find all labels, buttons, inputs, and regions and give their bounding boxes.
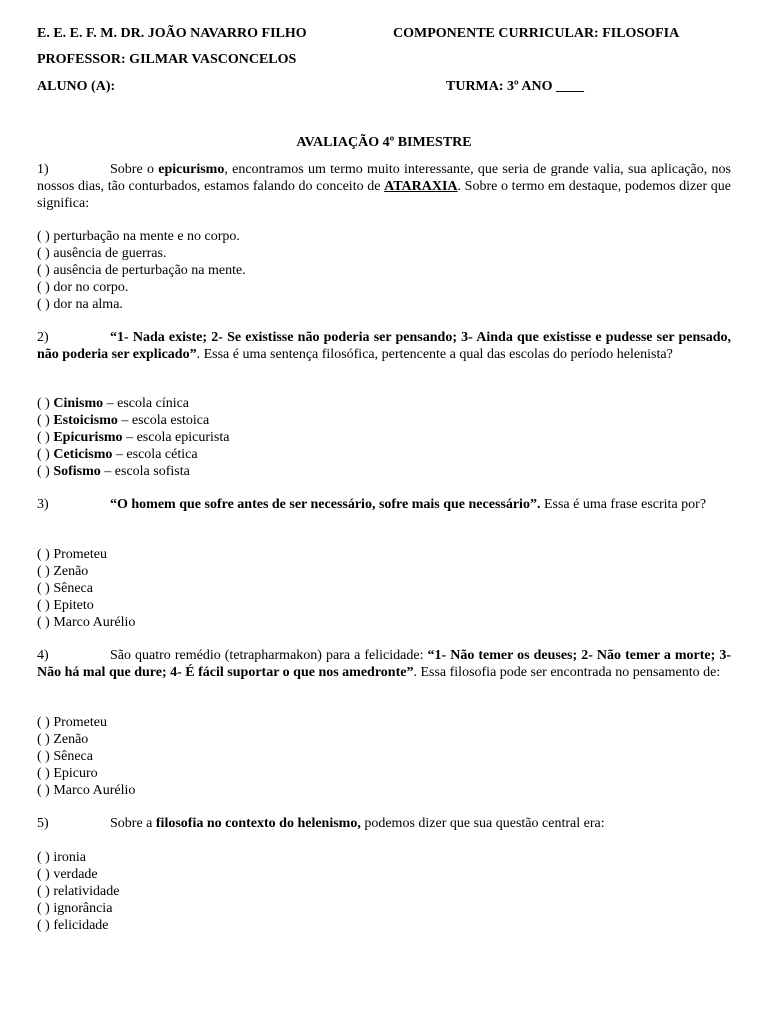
answer-checkbox[interactable]: ( ) (37, 850, 50, 865)
question-5: 5) Sobre a filosofia no contexto do helenismo, podemos dizer que sua questão central era: (37, 816, 605, 831)
option[interactable]: ( ) Marco Aurélio (37, 783, 136, 798)
question-number: 3) (37, 497, 49, 512)
option[interactable]: ( ) Epiteto (37, 598, 94, 613)
option[interactable]: ( ) Cinismo – escola cínica (37, 396, 190, 411)
answer-checkbox[interactable]: ( ) (37, 413, 50, 428)
question-number: 2) (37, 330, 49, 345)
option[interactable]: ( ) perturbação na mente e no corpo. (37, 229, 240, 244)
question-5-options (37, 849, 119, 934)
question-2: 2) “1- Nada existe; 2- Se existisse não poderia ser pensando; 3- Ainda que existisse e pudesse ser pensado, não poderia ser explicado”. Essa é uma sentença filosófica, pertencente a qual das escolas do período helenista? (37, 330, 731, 362)
exam-title: AVALIAÇÃO 4º BIMESTRE (296, 135, 472, 150)
student-field: ALUNO (A): (37, 79, 116, 94)
question-3: 3) “O homem que sofre antes de ser necessário, sofre mais que necessário”. Essa é uma frase escrita por? (37, 497, 707, 512)
question-1: 1) Sobre o epicurismo, encontramos um termo muito interessante, que seria de grande valia, sua aplicação, nos nossos dias, tão conturbados, estamos falando do conceito de ATARAXIA. Sobre o termo em destaque, podemos dizer que significa: (37, 162, 731, 211)
answer-checkbox[interactable]: ( ) (37, 783, 50, 798)
answer-checkbox[interactable]: ( ) (37, 547, 50, 562)
answer-checkbox[interactable]: ( ) (37, 615, 50, 630)
answer-checkbox[interactable]: ( ) (37, 918, 50, 933)
school-name: E. E. E. F. M. DR. JOÃO NAVARRO FILHO (37, 26, 307, 41)
option[interactable]: ( ) Epicuro (37, 766, 98, 781)
option[interactable]: ( ) Sêneca (37, 581, 93, 596)
highlighted-term: ATARAXIA (384, 179, 458, 194)
option[interactable]: ( ) dor na alma. (37, 297, 123, 312)
option[interactable]: ( ) Sêneca (37, 749, 93, 764)
question-number: 4) (37, 648, 49, 663)
option[interactable]: ( ) ignorância (37, 901, 113, 916)
answer-checkbox[interactable]: ( ) (37, 749, 50, 764)
option[interactable]: ( ) ausência de perturbação na mente. (37, 263, 246, 278)
answer-checkbox[interactable]: ( ) (37, 867, 50, 882)
answer-checkbox[interactable]: ( ) (37, 564, 50, 579)
answer-checkbox[interactable]: ( ) (37, 447, 50, 462)
answer-checkbox[interactable]: ( ) (37, 715, 50, 730)
answer-checkbox[interactable]: ( ) (37, 598, 50, 613)
answer-checkbox[interactable]: ( ) (37, 396, 50, 411)
answer-checkbox[interactable]: ( ) (37, 297, 50, 312)
curricular-component: COMPONENTE CURRICULAR: FILOSOFIA (393, 26, 680, 41)
option[interactable]: ( ) Estoicismo – escola estoica (37, 413, 210, 428)
question-number: 5) (37, 816, 49, 831)
class-field: TURMA: 3º ANO ____ (446, 79, 585, 94)
answer-checkbox[interactable]: ( ) (37, 884, 50, 899)
option[interactable]: ( ) ironia (37, 850, 86, 865)
question-3-options (37, 546, 135, 631)
option[interactable]: ( ) verdade (37, 867, 98, 882)
option[interactable]: ( ) Marco Aurélio (37, 615, 136, 630)
question-4: 4) São quatro remédio (tetrapharmakon) para a felicidade: “1- Não temer os deuses; 2- Não temer a morte; 3- Não há mal que dure; 4- É fácil suportar o que nos amedronte”. Essa filosofia pode ser encontrada no pensamento de: (37, 648, 731, 680)
option[interactable]: ( ) dor no corpo. (37, 280, 129, 295)
option[interactable]: ( ) Epicurismo – escola epicurista (37, 430, 230, 445)
option[interactable]: ( ) felicidade (37, 918, 109, 933)
question-4-options (37, 714, 135, 799)
question-1-options (37, 228, 246, 313)
answer-checkbox[interactable]: ( ) (37, 581, 50, 596)
answer-checkbox[interactable]: ( ) (37, 901, 50, 916)
option[interactable]: ( ) relatividade (37, 884, 120, 899)
option[interactable]: ( ) Zenão (37, 564, 89, 579)
answer-checkbox[interactable]: ( ) (37, 229, 50, 244)
answer-checkbox[interactable]: ( ) (37, 732, 50, 747)
question-2-options (37, 395, 229, 480)
answer-checkbox[interactable]: ( ) (37, 766, 50, 781)
option[interactable]: ( ) Zenão (37, 732, 89, 747)
option[interactable]: ( ) Prometeu (37, 715, 107, 730)
option[interactable]: ( ) ausência de guerras. (37, 246, 167, 261)
option[interactable]: ( ) Ceticismo – escola cética (37, 447, 198, 462)
answer-checkbox[interactable]: ( ) (37, 280, 50, 295)
answer-checkbox[interactable]: ( ) (37, 430, 50, 445)
option[interactable]: ( ) Sofismo – escola sofista (37, 464, 190, 479)
question-number: 1) (37, 162, 49, 177)
answer-checkbox[interactable]: ( ) (37, 263, 50, 278)
answer-checkbox[interactable]: ( ) (37, 246, 50, 261)
answer-checkbox[interactable]: ( ) (37, 464, 50, 479)
option[interactable]: ( ) Prometeu (37, 547, 107, 562)
teacher-name: PROFESSOR: GILMAR VASCONCELOS (37, 52, 297, 67)
